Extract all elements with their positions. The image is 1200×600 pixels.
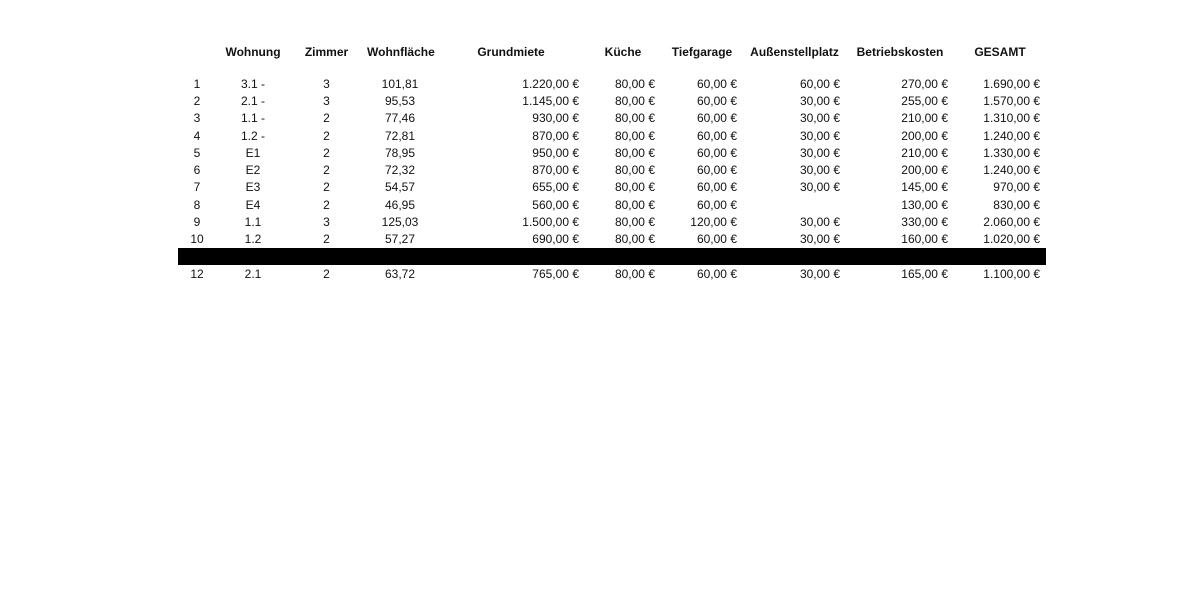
cell-grundmiete: 1.500,00 € — [522, 215, 579, 230]
cell-wohnung: 1.2 — [244, 232, 262, 247]
cell-wohnflaeche: 72,32 — [384, 163, 416, 178]
cell-kueche: 80,00 € — [614, 197, 655, 212]
cell-nr: 8 — [193, 197, 201, 212]
cell-gesamt: 830,00 € — [993, 197, 1040, 212]
cell-gesamt: 1.240,00 € — [983, 163, 1040, 178]
header-wohnung: Wohnung — [225, 45, 281, 59]
table-row — [178, 179, 1046, 196]
cell-nr: 1 — [193, 76, 201, 91]
header-tiefgarage: Tiefgarage — [671, 45, 733, 59]
cell-wohnflaeche: 72,81 — [384, 128, 416, 143]
redaction-bar — [178, 248, 1046, 265]
cell-aussenstellplatz: 30,00 € — [799, 163, 840, 178]
redacted-row-bar — [178, 248, 1046, 265]
cell-grundmiete: 870,00 € — [532, 163, 579, 178]
cell-zimmer: 2 — [323, 266, 330, 281]
cell-wohnung: 1.2 - — [240, 128, 265, 143]
table-row — [178, 127, 1046, 144]
cell-tiefgarage: 60,00 € — [696, 232, 737, 247]
table-row — [178, 231, 1046, 248]
cell-grundmiete: 655,00 € — [532, 180, 579, 195]
table-body — [178, 64, 1046, 283]
cell-wohnung: 2.1 - — [240, 93, 265, 108]
cell-wohnung: 3.1 - — [240, 76, 265, 91]
cell-tiefgarage: 60,00 € — [696, 145, 737, 160]
cell-wohnflaeche: 78,95 — [384, 145, 416, 160]
cell-tiefgarage: 60,00 € — [696, 76, 737, 91]
cell-nr: 10 — [190, 232, 204, 247]
cell-wohnung: 2.1 — [244, 266, 262, 281]
cell-zimmer: 3 — [323, 215, 330, 230]
cell-zimmer: 2 — [323, 197, 330, 212]
cell-grundmiete: 930,00 € — [532, 111, 579, 126]
cell-gesamt: 1.240,00 € — [983, 128, 1040, 143]
header-kueche: Küche — [604, 45, 642, 59]
cell-aussenstellplatz: 30,00 € — [799, 232, 840, 247]
cell-aussenstellplatz: 30,00 € — [799, 128, 840, 143]
cell-betriebskosten: 145,00 € — [901, 180, 948, 195]
cell-nr: 12 — [190, 266, 204, 281]
cell-gesamt: 2.060,00 € — [983, 215, 1040, 230]
cell-betriebskosten: 200,00 € — [901, 163, 948, 178]
cell-betriebskosten: 270,00 € — [901, 76, 948, 91]
cell-gesamt: 1.020,00 € — [983, 232, 1040, 247]
cell-wohnflaeche: 63,72 — [384, 266, 416, 281]
table-row — [178, 144, 1046, 161]
header-grundmiete: Grundmiete — [477, 45, 545, 59]
header-gesamt: GESAMT — [974, 45, 1026, 59]
cell-zimmer: 2 — [323, 180, 330, 195]
cell-wohnflaeche: 125,03 — [381, 215, 419, 230]
cell-gesamt: 1.310,00 € — [983, 111, 1040, 126]
cell-kueche: 80,00 € — [614, 215, 655, 230]
cell-kueche: 80,00 € — [614, 163, 655, 178]
cell-wohnflaeche: 46,95 — [384, 197, 416, 212]
cell-nr: 2 — [193, 93, 201, 108]
cell-nr: 5 — [193, 145, 201, 160]
cell-kueche: 80,00 € — [614, 232, 655, 247]
cell-grundmiete: 870,00 € — [532, 128, 579, 143]
table-row — [178, 265, 1046, 282]
header-wohnflaeche: Wohnfläche — [367, 45, 435, 59]
cell-zimmer: 3 — [323, 76, 330, 91]
cell-kueche: 80,00 € — [614, 180, 655, 195]
cell-wohnung: E3 — [245, 180, 261, 195]
table-row — [178, 161, 1046, 178]
cell-aussenstellplatz: 30,00 € — [799, 180, 840, 195]
rent-table-sheet — [178, 40, 1040, 283]
header-row — [178, 40, 1046, 64]
rent-table — [178, 40, 1046, 283]
cell-tiefgarage: 60,00 € — [696, 93, 737, 108]
header-spacer-row — [178, 64, 1046, 75]
cell-zimmer: 2 — [323, 111, 330, 126]
cell-betriebskosten: 255,00 € — [901, 93, 948, 108]
cell-zimmer: 3 — [323, 93, 330, 108]
cell-grundmiete: 1.220,00 € — [522, 76, 579, 91]
cell-tiefgarage: 60,00 € — [696, 197, 737, 212]
header-betriebskosten: Betriebskosten — [856, 45, 944, 59]
cell-betriebskosten: 160,00 € — [901, 232, 948, 247]
cell-aussenstellplatz: 30,00 € — [799, 215, 840, 230]
cell-nr: 9 — [193, 215, 201, 230]
cell-tiefgarage: 60,00 € — [696, 128, 737, 143]
cell-tiefgarage: 60,00 € — [696, 111, 737, 126]
cell-nr: 3 — [193, 111, 201, 126]
cell-tiefgarage: 60,00 € — [696, 163, 737, 178]
table-row — [178, 196, 1046, 213]
cell-aussenstellplatz — [743, 196, 846, 213]
cell-grundmiete: 950,00 € — [532, 145, 579, 160]
cell-gesamt: 1.690,00 € — [983, 76, 1040, 91]
cell-gesamt: 1.100,00 € — [983, 266, 1040, 281]
table-header — [178, 40, 1046, 64]
cell-kueche: 80,00 € — [614, 111, 655, 126]
cell-betriebskosten: 165,00 € — [901, 266, 948, 281]
cell-aussenstellplatz: 30,00 € — [799, 145, 840, 160]
cell-gesamt: 1.330,00 € — [983, 145, 1040, 160]
header-zimmer: Zimmer — [304, 45, 349, 59]
cell-tiefgarage: 60,00 € — [696, 266, 737, 281]
cell-wohnflaeche: 101,81 — [381, 76, 419, 91]
cell-wohnflaeche: 57,27 — [384, 232, 416, 247]
cell-wohnflaeche: 54,57 — [384, 180, 416, 195]
cell-betriebskosten: 210,00 € — [901, 111, 948, 126]
cell-grundmiete: 560,00 € — [532, 197, 579, 212]
cell-tiefgarage: 120,00 € — [690, 215, 737, 230]
cell-wohnung: E4 — [245, 197, 261, 212]
cell-betriebskosten: 200,00 € — [901, 128, 948, 143]
table-row — [178, 92, 1046, 109]
cell-zimmer: 2 — [323, 163, 330, 178]
header-nr — [178, 40, 216, 64]
cell-kueche: 80,00 € — [614, 76, 655, 91]
cell-gesamt: 970,00 € — [993, 180, 1040, 195]
cell-nr: 6 — [193, 163, 201, 178]
cell-betriebskosten: 210,00 € — [901, 145, 948, 160]
cell-gesamt: 1.570,00 € — [983, 93, 1040, 108]
table-row — [178, 110, 1046, 127]
cell-kueche: 80,00 € — [614, 266, 655, 281]
cell-wohnflaeche: 77,46 — [384, 111, 416, 126]
cell-wohnung: E2 — [245, 163, 261, 178]
cell-nr: 4 — [193, 128, 201, 143]
cell-wohnflaeche: 95,53 — [384, 93, 416, 108]
cell-wohnung: E1 — [245, 145, 261, 160]
cell-grundmiete: 1.145,00 € — [522, 93, 579, 108]
cell-aussenstellplatz: 30,00 € — [799, 93, 840, 108]
table-row — [178, 75, 1046, 92]
cell-grundmiete: 765,00 € — [532, 266, 579, 281]
cell-wohnung: 1.1 — [244, 215, 262, 230]
header-aussenstellplatz: Außenstellplatz — [750, 45, 839, 59]
table-row — [178, 213, 1046, 230]
cell-tiefgarage: 60,00 € — [696, 180, 737, 195]
cell-betriebskosten: 130,00 € — [901, 197, 948, 212]
cell-kueche: 80,00 € — [614, 93, 655, 108]
cell-zimmer: 2 — [323, 232, 330, 247]
cell-zimmer: 2 — [323, 145, 330, 160]
cell-nr: 7 — [193, 180, 201, 195]
cell-grundmiete: 690,00 € — [532, 232, 579, 247]
cell-betriebskosten: 330,00 € — [901, 215, 948, 230]
cell-kueche: 80,00 € — [614, 145, 655, 160]
cell-aussenstellplatz: 30,00 € — [799, 111, 840, 126]
cell-kueche: 80,00 € — [614, 128, 655, 143]
cell-wohnung: 1.1 - — [240, 111, 265, 126]
cell-aussenstellplatz: 30,00 € — [799, 266, 840, 281]
cell-zimmer: 2 — [323, 128, 330, 143]
cell-aussenstellplatz: 60,00 € — [799, 76, 840, 91]
